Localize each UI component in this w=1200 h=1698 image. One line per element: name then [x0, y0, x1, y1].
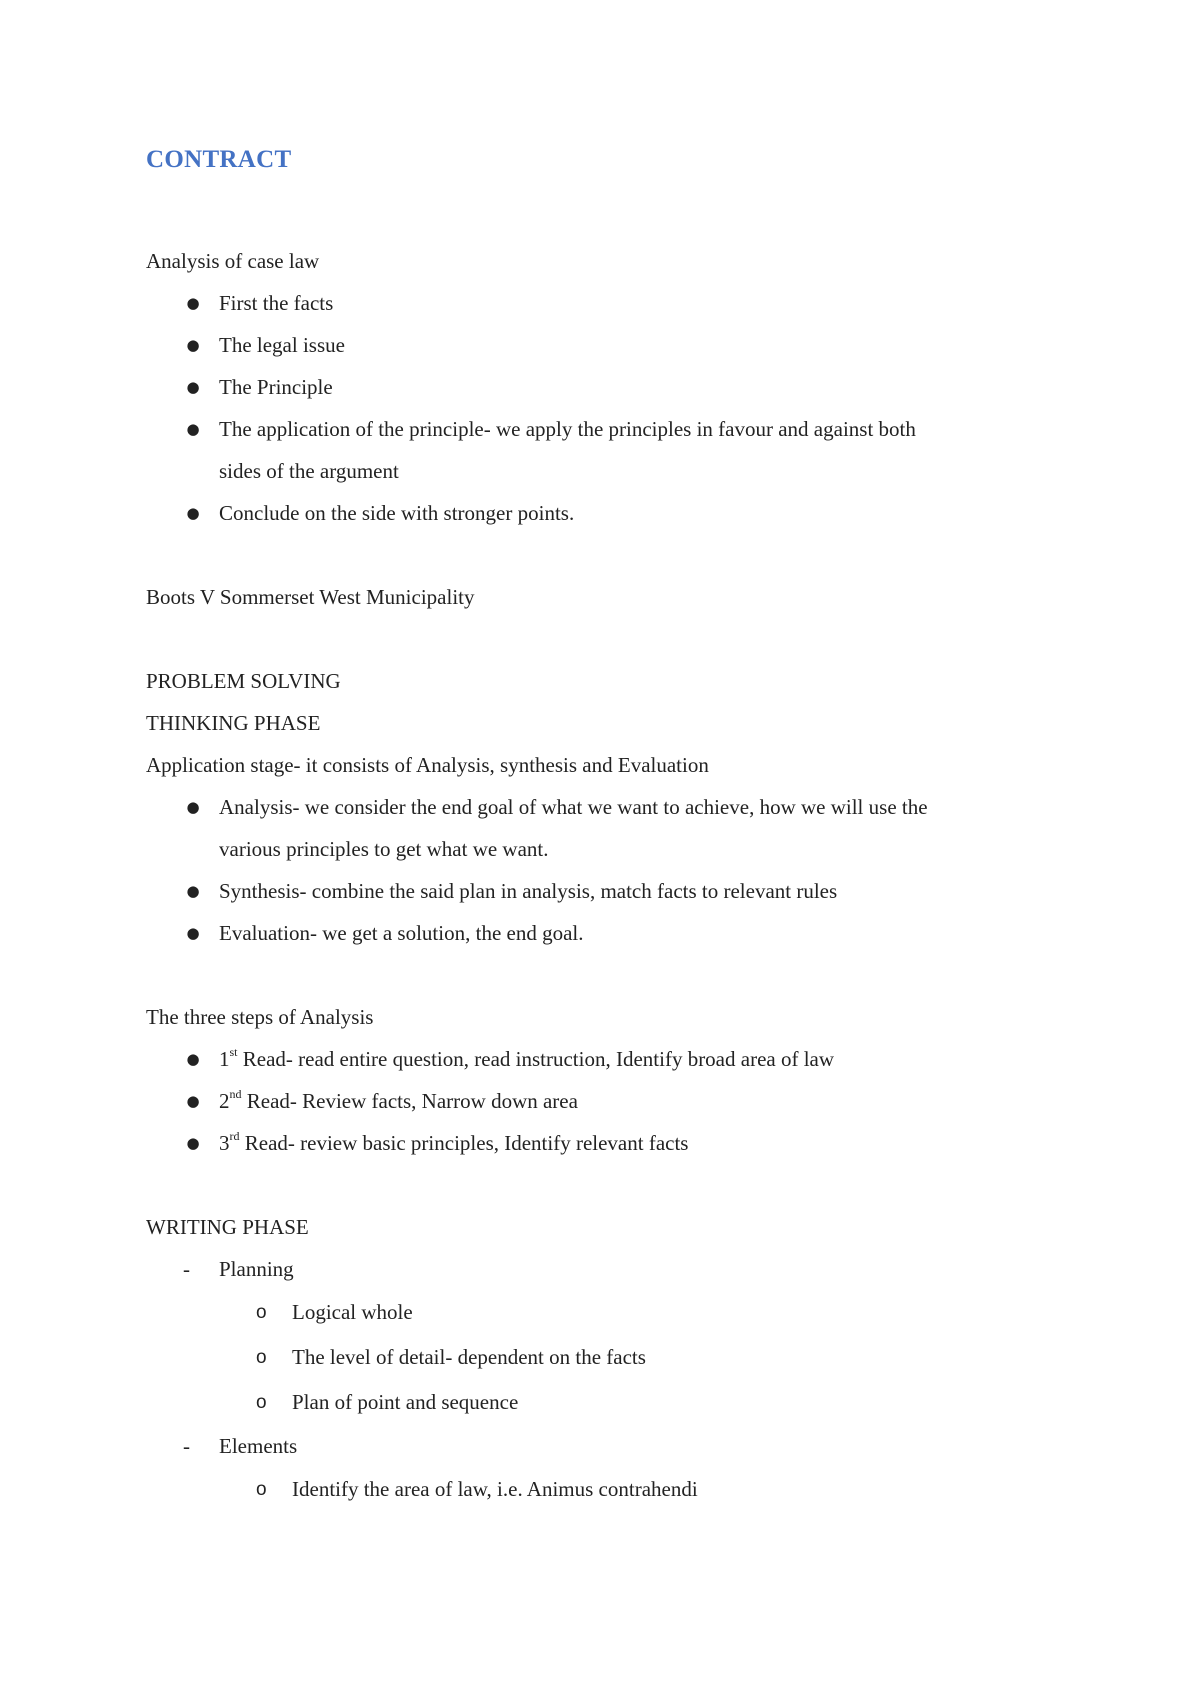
analysis-heading: Analysis of case law [146, 249, 320, 273]
circle-bullet-icon: o [256, 1392, 267, 1413]
bullet-icon: ● [186, 420, 200, 438]
case-name: Boots V Sommerset West Municipality [146, 585, 475, 609]
list-item: ● Analysis- we consider the end goal of what we want to achieve, how we will use the [146, 786, 1086, 828]
bullet-icon: ● [186, 378, 200, 396]
bullet-icon: ● [186, 1092, 200, 1110]
list-item: ● Synthesis- combine the said plan in analysis, match facts to relevant rules [146, 870, 1086, 912]
list-item: - Elements o Identify the area of law, i.e. Animus contrahendi [146, 1425, 1086, 1512]
writing-phase-heading: WRITING PHASE [146, 1215, 309, 1239]
list-item: ● The legal issue [146, 324, 1086, 366]
three-steps-heading: The three steps of Analysis [146, 1005, 374, 1029]
bullet-icon: ● [186, 336, 200, 354]
sublist-item: o Logical whole [146, 1290, 1086, 1335]
list-item: ● First the facts [146, 282, 1086, 324]
problem-solving-heading: PROBLEM SOLVING [146, 669, 341, 693]
list-item: - Planning o Logical whole o The level of detail- dependent on the facts o Plan of point and sequence [146, 1248, 1086, 1425]
list-item: ● 3rd Read- review basic principles, Identify relevant facts [146, 1122, 1086, 1164]
planning-sublist [146, 1290, 1086, 1425]
list-item: ● Conclude on the side with stronger points. [146, 492, 1086, 534]
list-item: ● 2nd Read- Review facts, Narrow down area [146, 1080, 1086, 1122]
list-item-continuation: various principles to get what we want. [219, 837, 549, 861]
stage-list [146, 786, 1086, 954]
steps-list [146, 1038, 1086, 1164]
dash-icon: - [183, 1434, 190, 1458]
circle-bullet-icon: o [256, 1479, 267, 1500]
application-stage: Application stage- it consists of Analysis, synthesis and Evaluation [146, 753, 709, 777]
circle-bullet-icon: o [256, 1347, 267, 1368]
circle-bullet-icon: o [256, 1302, 267, 1323]
thinking-phase-heading: THINKING PHASE [146, 711, 321, 735]
list-item: ● The application of the principle- we apply the principles in favour and against both [146, 408, 1086, 450]
list-item: ● 1st Read- read entire question, read instruction, Identify broad area of law [146, 1038, 1086, 1080]
bullet-icon: ● [186, 504, 200, 522]
bullet-icon: ● [186, 1134, 200, 1152]
elements-sublist [146, 1467, 1086, 1512]
bullet-icon: ● [186, 798, 200, 816]
writing-list [146, 1248, 1086, 1512]
list-item: ● The Principle [146, 366, 1086, 408]
bullet-icon: ● [186, 1050, 200, 1068]
dash-icon: - [183, 1257, 190, 1281]
bullet-icon: ● [186, 882, 200, 900]
sublist-item: o Identify the area of law, i.e. Animus contrahendi [146, 1467, 1086, 1512]
bullet-icon: ● [186, 924, 200, 942]
sublist-item: o The level of detail- dependent on the facts [146, 1335, 1086, 1380]
list-item-continuation: sides of the argument [219, 459, 399, 483]
document-body [146, 240, 1086, 1512]
document-title: CONTRACT [146, 146, 292, 173]
sublist-item: o Plan of point and sequence [146, 1380, 1086, 1425]
bullet-icon: ● [186, 294, 200, 312]
list-item: ● Evaluation- we get a solution, the end goal. [146, 912, 1086, 954]
analysis-list [146, 282, 1086, 534]
